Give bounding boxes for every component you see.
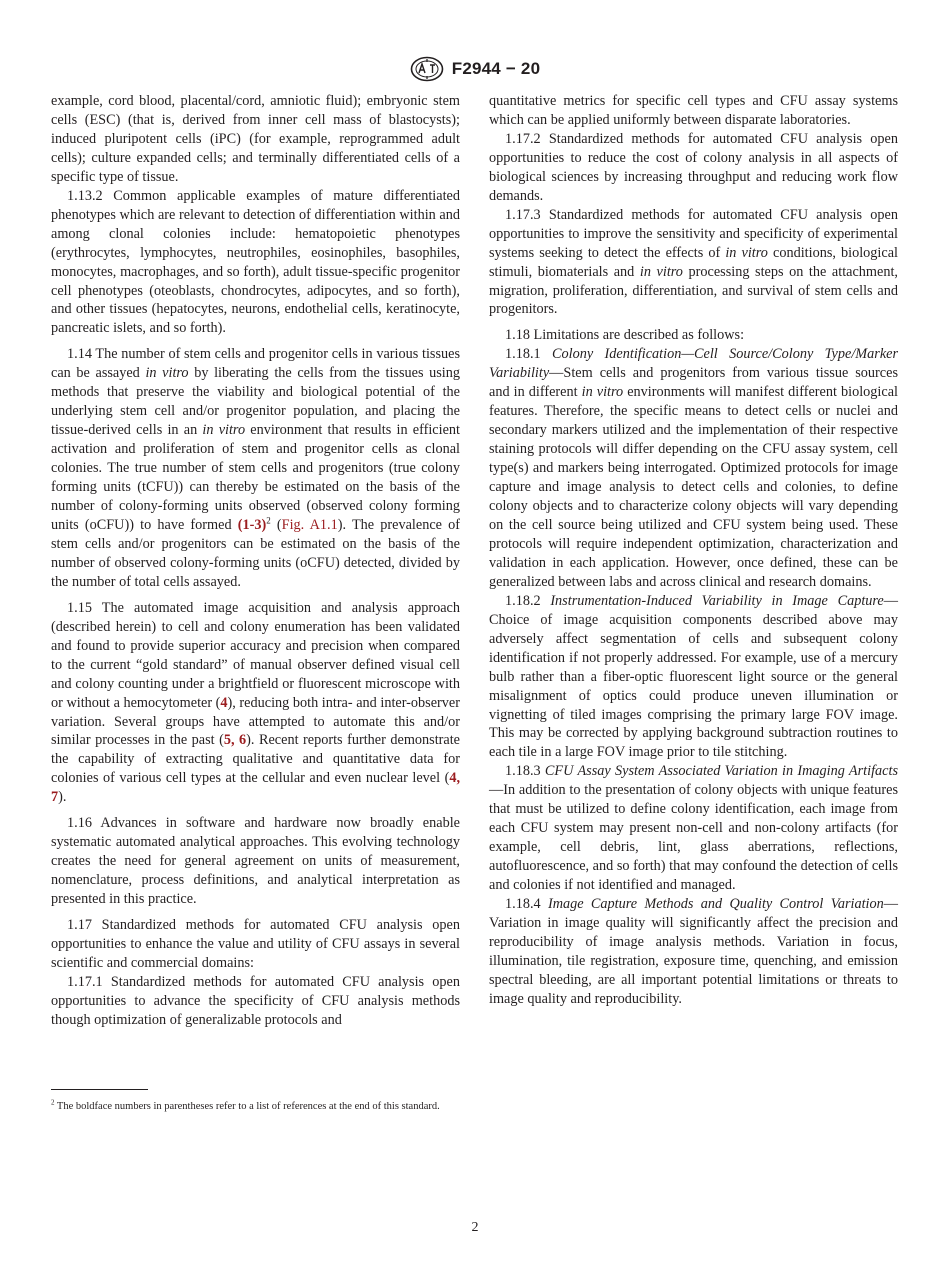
section-title: Colony Identification—Cell Source/Colony Type/Marker Variability <box>489 346 899 382</box>
paragraph-1-18-1: 1.18.1 Colony Identification—Cell Source/Colony Type/Marker Variability—Stem cells and progenitors from various tissue sources and in different in vitro environments will manifest different biological features. Therefore, the specific means to detect cells or nuclei and secondary markers utilized and the implementation of their respective staining protocols will differ depending on the CFU assay system, cell type(s) and markers being interrogated. Optimized protocols for image capture and image analysis to detect cells and colonies, to define colony objects and to characterize colony objects will vary depending on the cell source being utilized and CFU system being used. These protocols will require independent optimization, characterization and validation in each application. However, once defined, these can be generalized between labs and across clinical and research domains. <box>489 346 899 590</box>
section-title: Instrumentation-Induced Variability in Image Capture <box>550 592 884 609</box>
paragraph-1-17-3: 1.17.3 Standardized methods for automated CFU analysis open opportunities to improve the sensitivity and specificity of experimental systems seeking to detect the effects of in vitro conditions, biological stimuli, biomaterials and in vitro processing steps on the attachment, migration, proliferation, differentiation, and survival of stem cells and progenitors. <box>489 206 898 318</box>
section-title: CFU Assay System Associated Variation in Imaging Artifacts <box>544 763 898 780</box>
paragraph-1-18-3: 1.18.3 CFU Assay System Associated Variation in Imaging Artifacts—In addition to the presentation of colony objects with unique features that must be utilized to define colony identification, each image from each CFU system may present non-cell and non-colony artifacts (for example, cell debris, lint, glass aberrations, reflections, autofluorescence, and so forth) that may confound the detection of cells and colonies if not identified and managed. <box>489 763 898 894</box>
paragraph-1-15: 1.15 The automated image acquisition and analysis approach (described herein) to cell and colony enumeration has been validated and found to provide superior accuracy and precision when compared to the current “gold standard” of manual observer defined visual cell and colony counting under a brightfield or fluorescent microscope with or without a hemocytometer (4), reducing both intra- and inter-observer variation. Several groups have attempted to automate this and/or similar processes in the past (5, 6). Recent reports further demonstrate the capability of extracting qualitative and quantitative data for colonies of various cell types at the cellular and even nuclear level (4, 7). <box>51 599 461 806</box>
reference-link[interactable]: 4, 7 <box>51 770 460 806</box>
footnote-mark[interactable]: 2 <box>266 515 271 526</box>
figure-link[interactable]: Fig. A1.1 <box>281 516 338 533</box>
document-designation: F2944 − 20 <box>451 59 541 78</box>
right-column <box>489 92 898 1009</box>
paragraph-1-17-2: 1.17.2 Standardized methods for automated CFU analysis open opportunities to reduce the cost of colony analysis in all aspects of biological sciences by increasing throughput and reducing work flow demands. <box>489 130 898 204</box>
paragraph-1-18-2: 1.18.2 Instrumentation-Induced Variability in Image Capture—Choice of image acquisition components described above may adversely affect segmentation of cells and subsequent colony identification if not properly addressed. For example, use of a mercury bulb rather than a fiber-optic fluorescent light source or the general misalignment of optics could produce uneven illumination or vignetting of tiled images comprising the primary large FOV image. This may be corrected by applying background subtraction routines to each tile in a large FOV image prior to tile stitching. <box>489 592 898 761</box>
page-header <box>0 56 950 82</box>
reference-link[interactable]: (1-3) <box>237 516 267 533</box>
paragraph-1-18-4: 1.18.4 Image Capture Methods and Quality Control Variation—Variation in image quality will significantly affect the precision and reproducibility of image analysis methods. Variation in focus, illumination, tile registration, exposure time, quenching, and emission spectral bleeding, are all important potential limitations or threats to image quality and reproducibility. <box>489 896 898 1007</box>
paragraph-1-18: 1.18 Limitations are described as follows: <box>505 327 745 344</box>
paragraph-1-14: 1.14 The number of stem cells and progenitor cells in various tissues can be assayed in vitro by liberating the cells from the tissues using methods that preserve the viability and biological potential of the underlying stem cell and/or progenitor population, and placing the tissue-derived cells in an in vitro environment that results in efficient activation and proliferation of stem and progenitor cells as clonal colonies. The true number of stem cells and progenitors (true colony forming units (tCFU)) can thereby be estimated on the basis of the number of colony-forming units observed (observed colony forming units (oCFU)) to have formed $(1-3)^2$ (Fig. A1.1). The prevalence of stem cells and/or progenitors can be estimated on the basis of the number of observed colony-forming units (oCFU) detected, divided by the number of total cells assayed. <box>51 346 461 590</box>
footnote-divider <box>51 1089 148 1090</box>
paragraph-1-13-2: 1.13.2 Common applicable examples of mature differentiated phenotypes which are relevant to detection of differentiation within and among clonal colonies include: hematopoietic phenotypes (erythrocytes, lymphocytes, neutrophiles, eosinophiles, basophiles, monocytes, macrophages, and so forth), adult tissue-specific progenitor cell phenotypes (oteoblasts, chondrocytes, adipocytes, and so forth), and other tissues (hepatocytes, neurons, endothelial cells, keratinocyte, pancreatic islets, and so forth). <box>51 187 460 337</box>
paragraph-continuation: quantitative metrics for specific cell types and CFU assay systems which can be applied uniformly between disparate laboratories. <box>489 93 898 128</box>
paragraph-continuation: example, cord blood, placental/cord, amniotic fluid); embryonic stem cells (ESC) (that is, derived from inner cell mass of blastocysts); induced pluripotent cells (iPC) (for example, reprogrammed adult cells); culture expanded cells; and terminally differentiated cells of a specific type of tissue. <box>51 93 460 185</box>
paragraph-1-16: 1.16 Advances in software and hardware now broadly enable systematic automated analytical approaches. This evolving technology creates the need for general agreement on units of measurement, nomenclature, process definitions, and analytical interpretation as presented in this practice. <box>51 815 460 908</box>
left-column <box>51 92 460 1030</box>
page-number: 2 <box>471 1220 479 1235</box>
section-title: Image Capture Methods and Quality Control Variation <box>547 896 884 913</box>
paragraph-1-17-1: 1.17.1 Standardized methods for automated CFU analysis open opportunities to advance the specificity of CFU analysis methods though optimization of generalizable protocols and <box>51 973 460 1028</box>
footnote: $^2$ The boldface numbers in parentheses refer to a list of references at the end of this standard. <box>51 1098 440 1112</box>
reference-link[interactable]: 4 <box>220 694 228 711</box>
astm-logo-icon <box>410 56 444 82</box>
reference-link[interactable]: 5, 6 <box>223 732 247 749</box>
paragraph-1-17: 1.17 Standardized methods for automated CFU analysis open opportunities to enhance the value and utility of CFU assays in several scientific and commercial domains: <box>51 917 460 971</box>
